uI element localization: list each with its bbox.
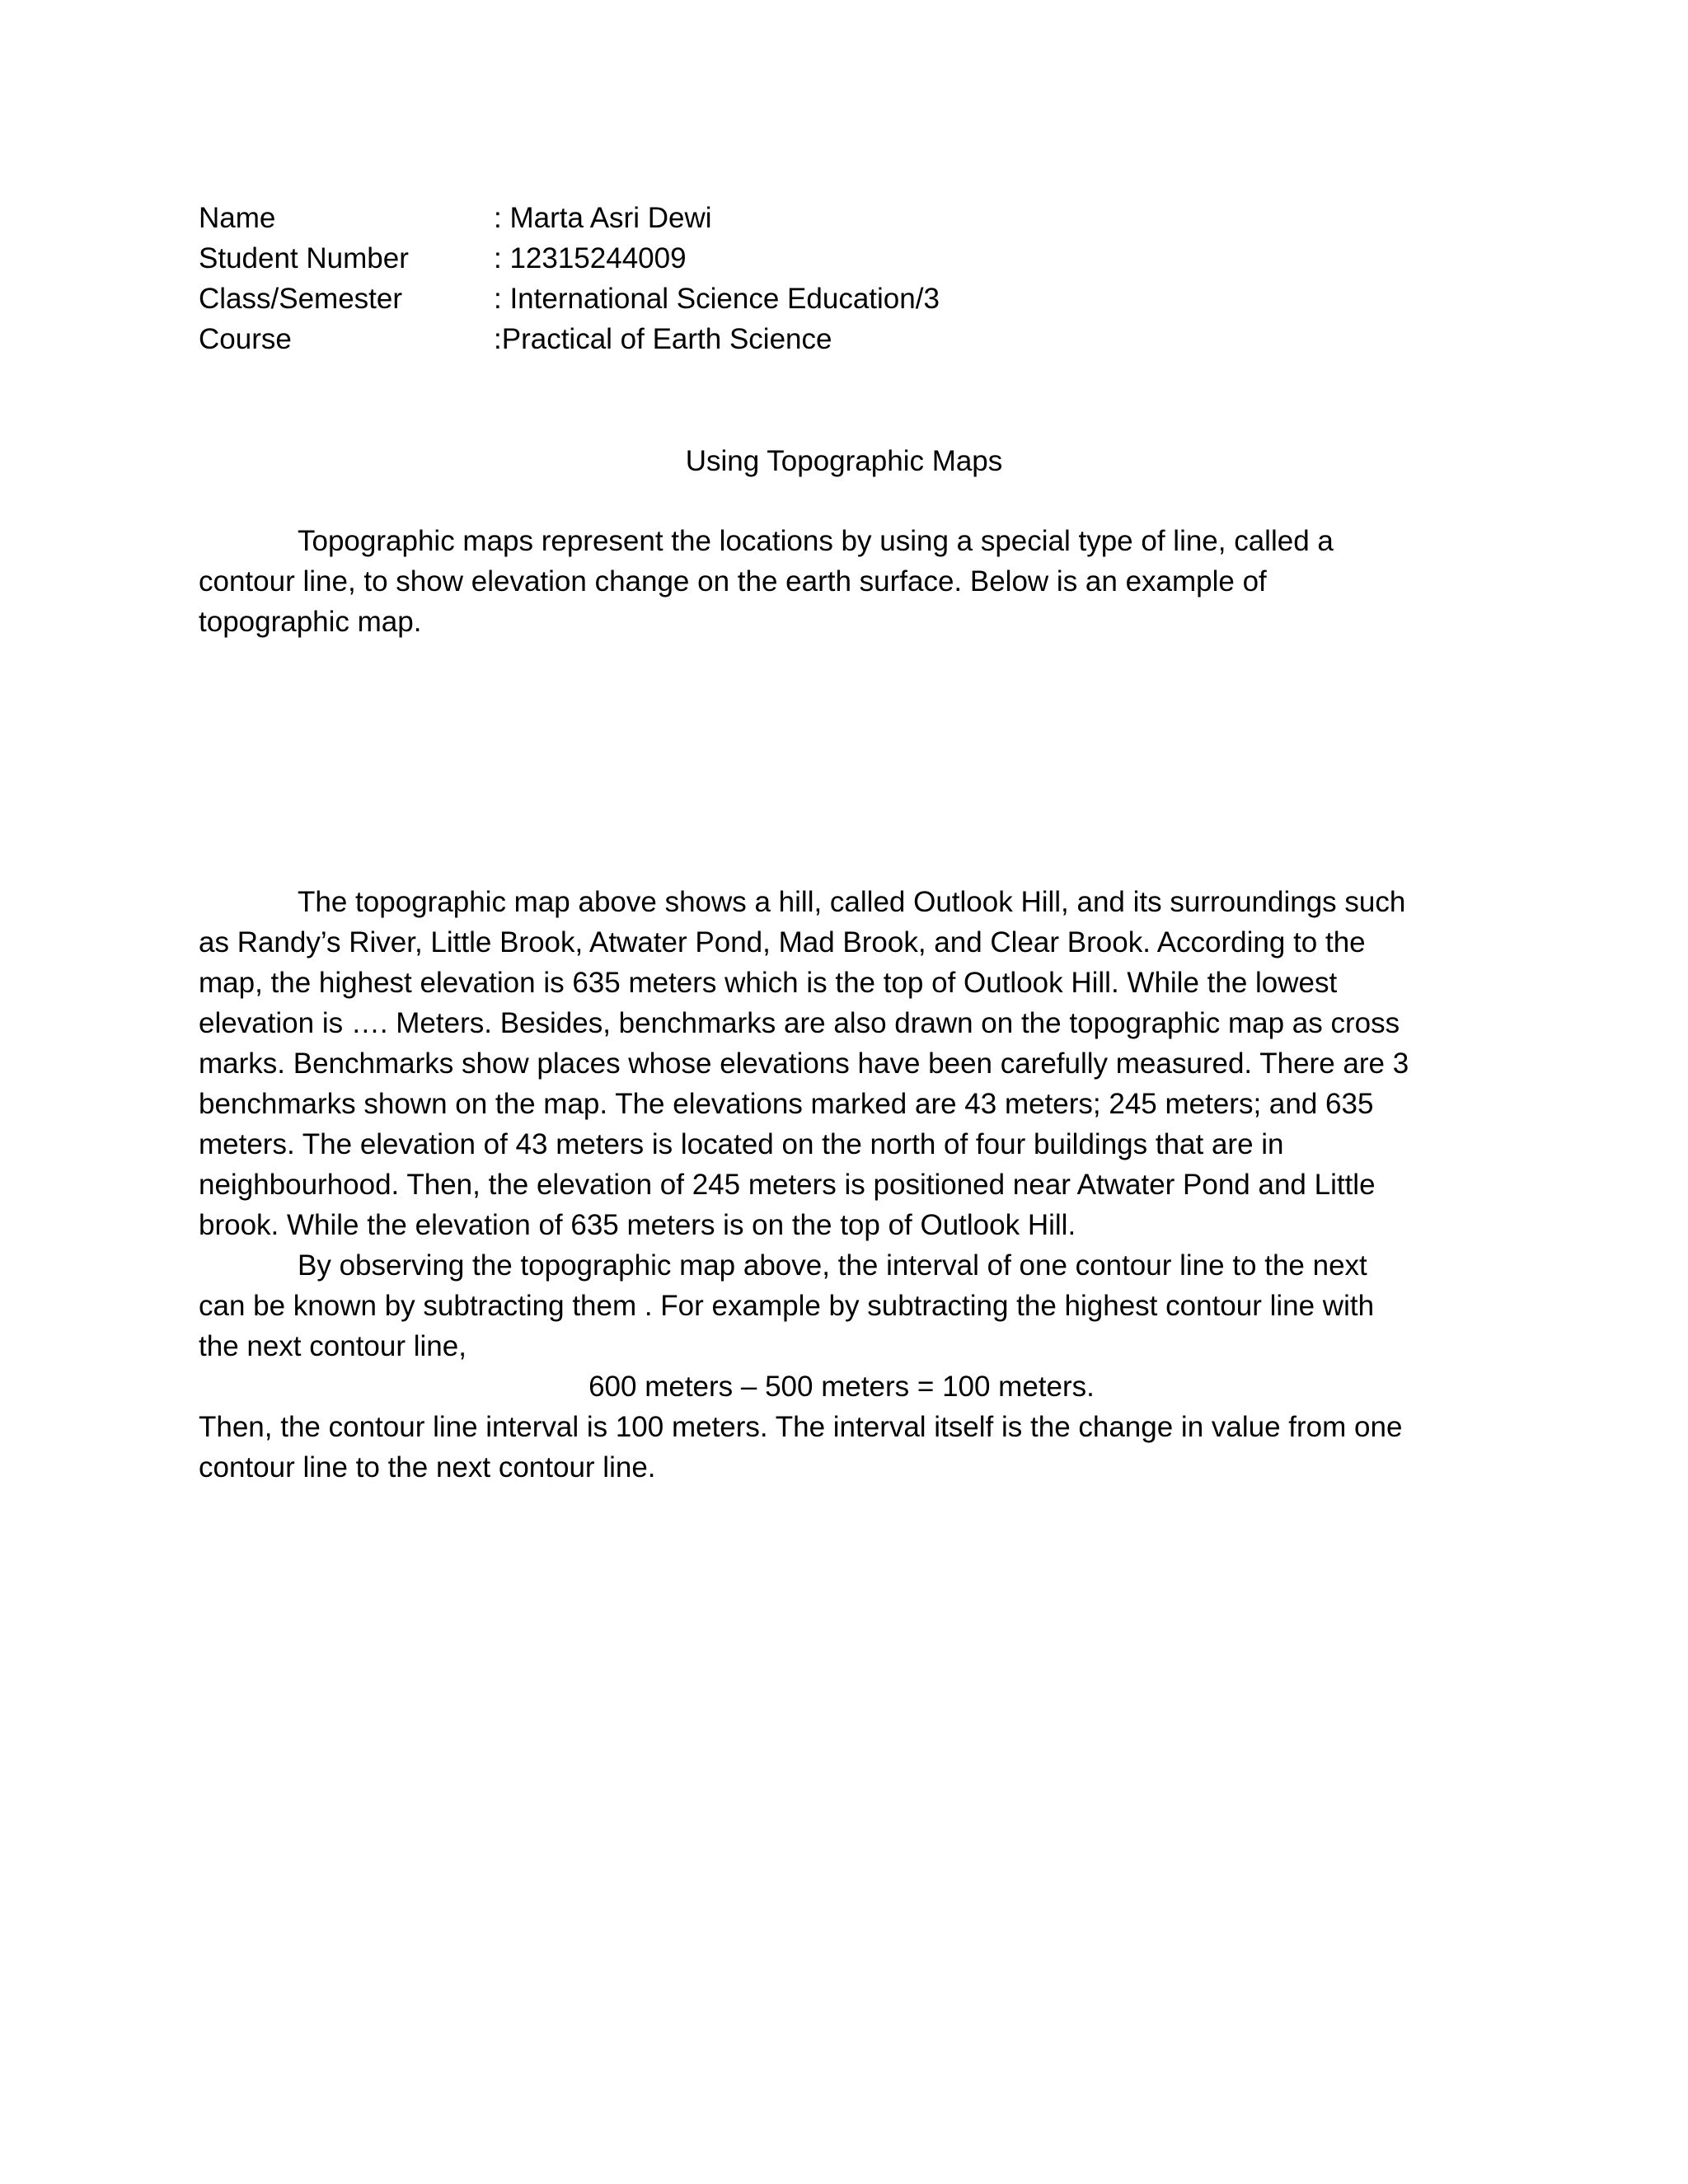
text-line: topographic map. [199,606,422,638]
info-label: Course [199,323,292,355]
text-line: By observing the topographic map above, the interval of one contour line to the next [298,1249,1367,1282]
body-paragraphs [199,882,1484,1488]
intro-paragraph [199,521,1484,642]
text-line: Then, the contour line interval is 100 meters. The interval itself is the change in value from one [199,1411,1403,1443]
text-line: marks. Benchmarks show places whose elevations have been carefully measured. There are 3 [199,1047,1409,1080]
text-line: map, the highest elevation is 635 meters which is the top of Outlook Hill. While the lowest [199,967,1338,999]
figure-placeholder [199,651,1484,874]
text-line: neighbourhood. Then, the elevation of 245 meters is positioned near Atwater Pond and Little [199,1169,1376,1201]
text-line: contour line, to show elevation change on the earth surface. Below is an example of [199,565,1267,598]
text-line: can be known by subtracting them . For example by subtracting the highest contour line with [199,1290,1375,1322]
info-row-class-semester [199,279,940,319]
info-label: Name [199,202,276,234]
text-line: elevation is …. Meters. Besides, benchmarks are also drawn on the topographic map as cross [199,1007,1400,1039]
equation-line: 600 meters – 500 meters = 100 meters. [588,1371,1095,1403]
text-line: the next contour line, [199,1330,467,1362]
student-info-block [199,198,940,359]
text-line: benchmarks shown on the map. The elevations marked are 43 meters; 245 meters; and 635 [199,1088,1374,1120]
info-value: : International Science Education/3 [494,283,940,315]
info-value: :Practical of Earth Science [494,323,832,355]
text-line: The topographic map above shows a hill, called Outlook Hill, and its surroundings such [298,886,1406,918]
text-line: as Randy’s River, Little Brook, Atwater Pond, Mad Brook, and Clear Brook. According to the [199,926,1366,958]
info-label: Student Number [199,242,409,274]
text-line: contour line to the next contour line. [199,1451,656,1483]
text-line: Topographic maps represent the locations by using a special type of line, called a [298,525,1334,557]
info-value: : Marta Asri Dewi [494,202,712,234]
info-value: : 12315244009 [494,242,687,274]
text-line: meters. The elevation of 43 meters is located on the north of four buildings that are in [199,1128,1284,1160]
info-row-student-number [199,238,940,279]
info-label: Class/Semester [199,283,403,315]
document-title: Using Topographic Maps [685,445,1003,477]
info-row-name [199,198,940,238]
text-line: brook. While the elevation of 635 meters is on the top of Outlook Hill. [199,1209,1076,1241]
info-row-course [199,319,940,359]
